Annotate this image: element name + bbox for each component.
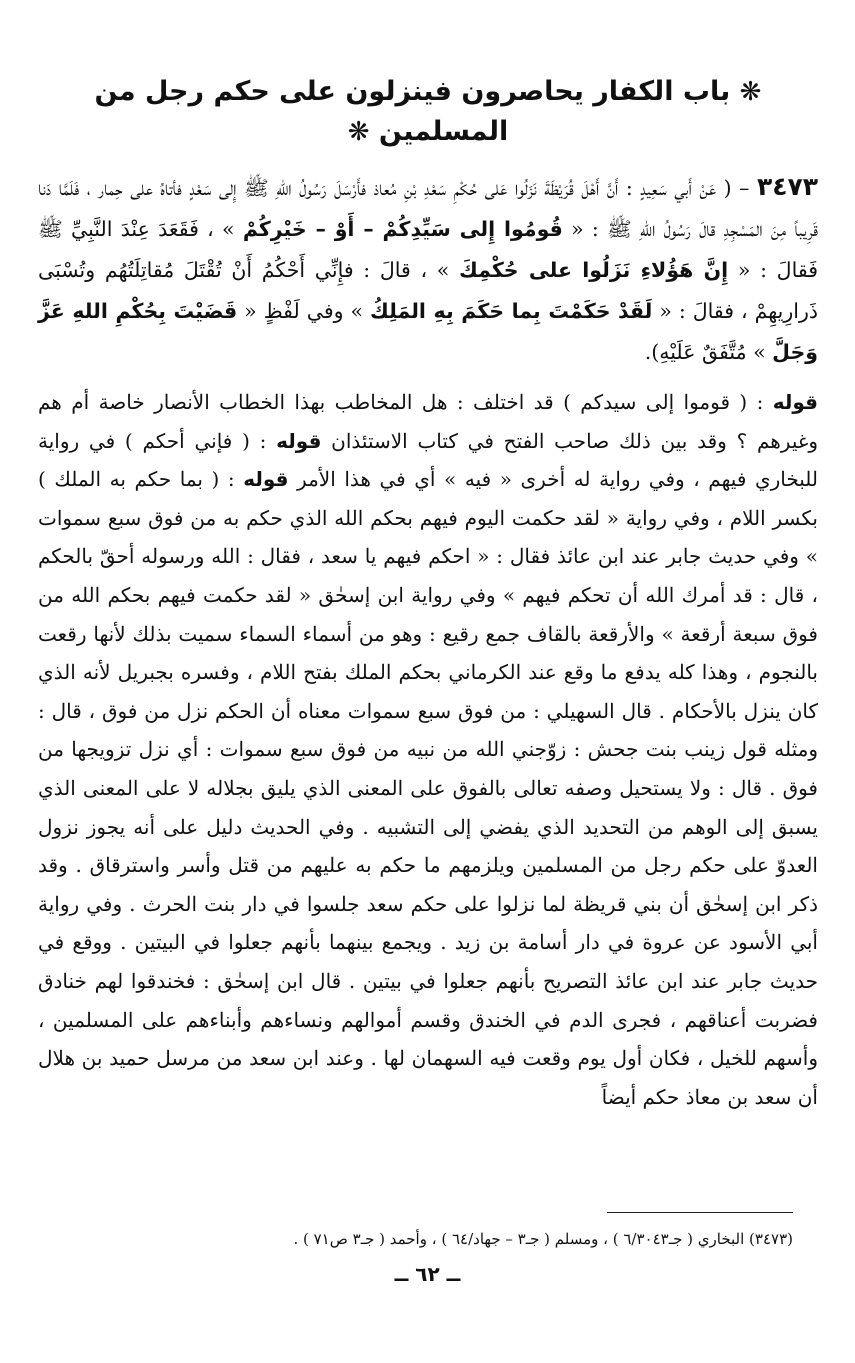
- hadith-quote: إِنَّ هَؤُلاءِ نَزَلُوا على حُكْمِكَ: [459, 258, 729, 282]
- hadith-quote: قَضَيْتَ بِحُكْمِ اللهِ عَزَّ وَجَلَّ: [38, 299, 818, 364]
- commentary-keyword: قوله: [276, 428, 322, 453]
- footnote: (٣٤٧٣) البخاري ( جـ٦/٣٠٤٣ ) ، ومسلم ( جـ٣ – جهاد/٦٤ ) ، وأحمد ( جـ٣ ص٧١ ) .: [293, 1230, 793, 1248]
- chapter-title-text: باب الكفار يحاصرون فينزلون على حكم رجل من المسلمين: [94, 76, 731, 147]
- page-body: [38, 72, 818, 1116]
- hadith-quote: قُومُوا إِلى سَيِّدِكُمْ – أَوْ – خَيْرِكُمْ: [242, 217, 563, 241]
- commentary-text: [38, 383, 818, 1116]
- hadith-number: ٣٤٧٣: [756, 172, 818, 201]
- commentary-keyword: قوله: [243, 467, 289, 492]
- page-number: ــ ٦٢ ــ: [394, 1262, 461, 1286]
- hadith-text: [38, 166, 818, 373]
- footnote-divider: [607, 1212, 793, 1213]
- commentary-segment: : ( بما حكم به الملك ) بكسر اللام ، وفي رواية « لقد حكمت اليوم فيهم بحكم الله الذي حكم به من فوق سبع سموات » وفي حديث جابر عند ابن عائذ فقال : « احكم فيهم يا سعد ، فقال : الله ورسوله أحقّ بالحكم ، قال : قد أمرك الله أن تحكم فيهم » وفي رواية ابن إسحٰق « لقد حكمت فيهم بحكم الله من فوق سبعة أرقعة » والأرقعة بالقاف جمع رقيع : وهو من أسماء السماء سميت بذلك لأنها رقعت بالنجوم ، وهذا كله يدفع ما وقع عند الكرماني بحكم الملك بفتح اللام ، وفسره بجبريل لأنه الذي كان ينزل بالأحكام . قال السهيلي : من فوق سبع سموات معناه أن الحكم نزل من فوق ، قال : ومثله قول زينب بنت جحش : زوّجني الله من نبيه من فوق سبع سموات : أي نزل تزويجها من فوق . قال : ولا يستحيل وصفه تعالى بالفوق على المعنى الذي يليق بجلاله لا على المعنى الذي يسبق إلى الوهم من التحديد الذي يفضي إلى التشبيه . وفي الحديث دليل على أنه يجوز نزول العدوّ على حكم رجل من المسلمين ويلزمهم ما حكم به عليهم من قتل وأسر واسترقاق . وقد ذكر ابن إسحٰق أن بني قريظة لما نزلوا على حكم سعد جلسوا في دار بنت الحرث . وفي رواية أبي الأسود عن عروة في دار أسامة بن زيد . ويجمع بينهما بأنهم جعلوا في البيتين . ووقع في حديث جابر عند ابن عائذ التصريح بأنهم جعلوا في بيتين . قال ابن إسحٰق : فخندقوا لهم خنادق فضربت أعناقهم ، فجرى الدم في الخندق وقسم أموالهم ونساءهم وأبناءهم على المسلمين ، وأسهم للخيل ، فكان أول يوم وقعت فيه السهمان لها . وعند ابن سعد من مرسل حميد بن هلال أن سعد بن معاذ حكم أيضاً: [38, 467, 818, 1109]
- star-ornament-icon: ❋: [347, 117, 370, 147]
- hadith-segment: » مُتَّفَقٌ عَلَيْهِ).: [644, 340, 773, 364]
- commentary-segment: : ( فإني أحكم ) في رواية للبخاري فيهم ، وفي رواية له أخرى « فيه » أي في هذا الأمر: [38, 428, 819, 492]
- commentary-keyword: قوله: [772, 390, 818, 414]
- hadith-segment: – ( عَنْ أَبي سَعِيدٍ : أَنَّ أَهْلَ قُرَيْظَةَ نَزَلُوا عَلى حُكْمِ سَعْدِ بْنِ مُعاذ فأَرْسَلَ رَسُولُ اللهِ ﷺ إِلى سَعْدٍ فأتاهُ على حِمار ، فَلَمَّا دَنا قَرِيباً مِنَ المَسْجِدِ قالَ رَسُولُ اللهِ ﷺ : «: [38, 176, 818, 241]
- hadith-segment: » ، فَقَعَدَ عِنْدَ النَّبِيِّ ﷺ فَقالَ : «: [38, 217, 818, 282]
- commentary-segment: : ( قوموا إلى سيدكم ) قد اختلف : هل المخاطب بهذا الخطاب الأنصار خاصة أم هم وغيرهم ؟ وقد بين ذلك صاحب الفتح في كتاب الاستئذان: [38, 390, 818, 453]
- chapter-title: [38, 72, 818, 152]
- hadith-segment: » وفي لَفْظٍ «: [237, 299, 371, 323]
- hadith-segment: » ، قالَ : فإِنِّي أَحْكُمُ أَنْ تُقْتَلَ مُقاتِلَتُهُم وتُسْبَى ذَرارِيهِمْ ، فقالَ : «: [38, 258, 818, 323]
- hadith-quote: لَقَدْ حَكَمْتَ بِما حَكَمَ بِهِ المَلِكُ: [370, 299, 653, 323]
- star-ornament-icon: ❋: [739, 77, 762, 107]
